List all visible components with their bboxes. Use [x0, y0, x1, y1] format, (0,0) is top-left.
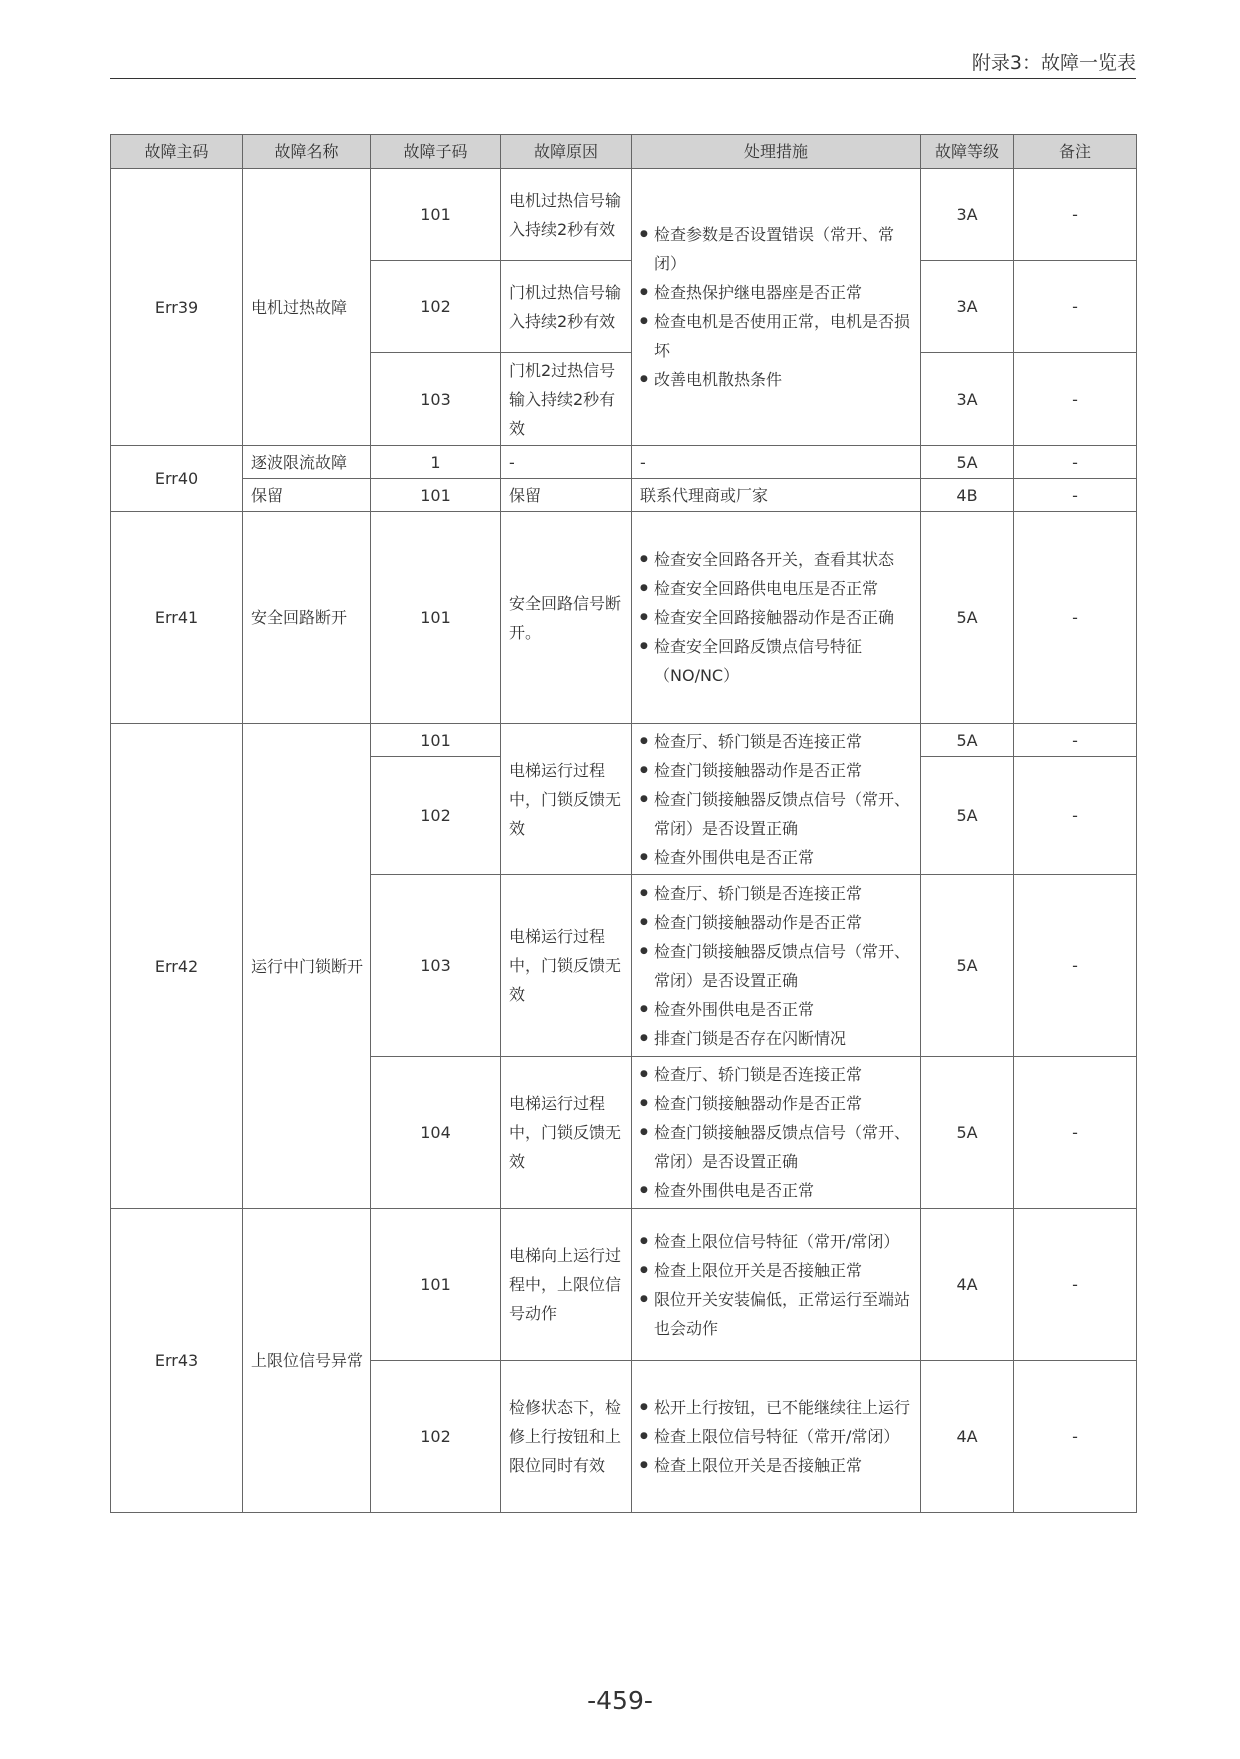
action-cell: - — [632, 446, 921, 479]
column-header: 备注 — [1014, 135, 1137, 169]
note: - — [1014, 169, 1137, 261]
sub-code: 1 — [371, 446, 501, 479]
fault-code: Err40 — [111, 446, 243, 512]
fault-name: 运行中门锁断开 — [243, 724, 371, 1209]
sub-code: 101 — [371, 512, 501, 724]
note: - — [1014, 724, 1137, 757]
fault-cause: 保留 — [501, 479, 632, 512]
table-row — [111, 724, 1137, 757]
sub-code: 104 — [371, 1057, 501, 1209]
fault-code: Err42 — [111, 724, 243, 1209]
fault-level: 3A — [921, 169, 1014, 261]
action-item: ● 检查门锁接触器反馈点信号（常开、常闭）是否设置正确 — [640, 785, 914, 843]
fault-cause: 安全回路信号断开。 — [501, 512, 632, 724]
sub-code: 102 — [371, 261, 501, 353]
action-cell — [632, 169, 921, 446]
sub-code: 102 — [371, 1361, 501, 1513]
fault-level: 5A — [921, 512, 1014, 724]
action-item: ● 检查外围供电是否正常 — [640, 995, 914, 1024]
action-item: ● 检查安全回路反馈点信号特征（NO/NC） — [640, 632, 914, 690]
fault-level: 4A — [921, 1209, 1014, 1361]
action-item: ● 检查上限位开关是否接触正常 — [640, 1451, 914, 1480]
column-header: 故障原因 — [501, 135, 632, 169]
action-item: ● 排查门锁是否存在闪断情况 — [640, 1024, 914, 1053]
action-list — [632, 545, 920, 690]
page-header — [110, 48, 1136, 79]
note: - — [1014, 446, 1137, 479]
sub-code: 101 — [371, 1209, 501, 1361]
fault-level: 5A — [921, 757, 1014, 875]
fault-level: 4B — [921, 479, 1014, 512]
column-header: 故障名称 — [243, 135, 371, 169]
action-item: ● 检查电机是否使用正常，电机是否损坏 — [640, 307, 914, 365]
fault-cause: 门机2过热信号输入持续2秒有效 — [501, 353, 632, 446]
action-cell — [632, 724, 921, 875]
action-list — [632, 727, 920, 872]
action-item: ● 检查门锁接触器动作是否正常 — [640, 756, 914, 785]
action-list — [632, 1393, 920, 1480]
fault-name: 保留 — [243, 479, 371, 512]
table-row — [111, 1209, 1137, 1361]
action-item: ● 检查门锁接触器反馈点信号（常开、常闭）是否设置正确 — [640, 937, 914, 995]
action-item: ● 检查安全回路各开关，查看其状态 — [640, 545, 914, 574]
page-number: -459- — [587, 1686, 653, 1715]
note: - — [1014, 757, 1137, 875]
action-cell — [632, 1209, 921, 1361]
action-item: ● 检查门锁接触器动作是否正常 — [640, 908, 914, 937]
fault-level: 4A — [921, 1361, 1014, 1513]
action-cell — [632, 1057, 921, 1209]
action-item: ● 改善电机散热条件 — [640, 365, 914, 394]
fault-name: 逐波限流故障 — [243, 446, 371, 479]
fault-level: 5A — [921, 724, 1014, 757]
sub-code: 102 — [371, 757, 501, 875]
action-list — [632, 1060, 920, 1205]
fault-cause: 检修状态下，检修上行按钮和上限位同时有效 — [501, 1361, 632, 1513]
note: - — [1014, 353, 1137, 446]
action-item: ● 检查门锁接触器反馈点信号（常开、常闭）是否设置正确 — [640, 1118, 914, 1176]
table-row — [111, 479, 1137, 512]
fault-cause: 电机过热信号输入持续2秒有效 — [501, 169, 632, 261]
action-item: ● 检查上限位信号特征（常开/常闭） — [640, 1227, 914, 1256]
note: - — [1014, 875, 1137, 1057]
table-row — [111, 512, 1137, 724]
action-cell — [632, 875, 921, 1057]
fault-name: 电机过热故障 — [243, 169, 371, 446]
fault-cause: 电梯运行过程中，门锁反馈无效 — [501, 1057, 632, 1209]
action-item: ● 检查外围供电是否正常 — [640, 1176, 914, 1205]
sub-code: 103 — [371, 875, 501, 1057]
action-item: ● 检查参数是否设置错误（常开、常闭） — [640, 220, 914, 278]
action-item: ● 检查安全回路供电电压是否正常 — [640, 574, 914, 603]
action-list — [632, 220, 920, 394]
note: - — [1014, 479, 1137, 512]
fault-name: 上限位信号异常 — [243, 1209, 371, 1513]
note: - — [1014, 512, 1137, 724]
action-item: ● 检查安全回路接触器动作是否正确 — [640, 603, 914, 632]
fault-code: Err43 — [111, 1209, 243, 1513]
action-list — [632, 1227, 920, 1343]
action-item: ● 检查厅、轿门锁是否连接正常 — [640, 1060, 914, 1089]
fault-level: 5A — [921, 446, 1014, 479]
fault-cause: 电梯运行过程中，门锁反馈无效 — [501, 724, 632, 875]
note: - — [1014, 1361, 1137, 1513]
action-item: ● 松开上行按钮，已不能继续往上运行 — [640, 1393, 914, 1422]
table-header-row — [111, 135, 1137, 169]
fault-level: 3A — [921, 261, 1014, 353]
sub-code: 101 — [371, 169, 501, 261]
fault-name: 安全回路断开 — [243, 512, 371, 724]
action-item: ● 检查上限位开关是否接触正常 — [640, 1256, 914, 1285]
action-item: ● 检查外围供电是否正常 — [640, 843, 914, 872]
note: - — [1014, 1209, 1137, 1361]
header-title: 附录3：故障一览表 — [971, 52, 1136, 74]
table-row — [111, 446, 1137, 479]
note: - — [1014, 261, 1137, 353]
action-item: ● 限位开关安装偏低，正常运行至端站也会动作 — [640, 1285, 914, 1343]
note: - — [1014, 1057, 1137, 1209]
sub-code: 101 — [371, 479, 501, 512]
action-list — [632, 879, 920, 1053]
action-cell — [632, 1361, 921, 1513]
table-row — [111, 169, 1137, 261]
column-header: 处理措施 — [632, 135, 921, 169]
fault-level: 5A — [921, 1057, 1014, 1209]
sub-code: 101 — [371, 724, 501, 757]
action-item: ● 检查门锁接触器动作是否正常 — [640, 1089, 914, 1118]
fault-level: 5A — [921, 875, 1014, 1057]
fault-table — [110, 134, 1137, 1513]
action-cell: 联系代理商或厂家 — [632, 479, 921, 512]
fault-code: Err39 — [111, 169, 243, 446]
action-item: ● 检查厅、轿门锁是否连接正常 — [640, 879, 914, 908]
column-header: 故障主码 — [111, 135, 243, 169]
fault-cause: 电梯运行过程中，门锁反馈无效 — [501, 875, 632, 1057]
action-item: ● 检查热保护继电器座是否正常 — [640, 278, 914, 307]
action-item: ● 检查上限位信号特征（常开/常闭） — [640, 1422, 914, 1451]
column-header: 故障子码 — [371, 135, 501, 169]
fault-cause: - — [501, 446, 632, 479]
fault-cause: 电梯向上运行过程中，上限位信号动作 — [501, 1209, 632, 1361]
column-header: 故障等级 — [921, 135, 1014, 169]
fault-level: 3A — [921, 353, 1014, 446]
action-cell — [632, 512, 921, 724]
fault-code: Err41 — [111, 512, 243, 724]
sub-code: 103 — [371, 353, 501, 446]
fault-cause: 门机过热信号输入持续2秒有效 — [501, 261, 632, 353]
action-item: ● 检查厅、轿门锁是否连接正常 — [640, 727, 914, 756]
